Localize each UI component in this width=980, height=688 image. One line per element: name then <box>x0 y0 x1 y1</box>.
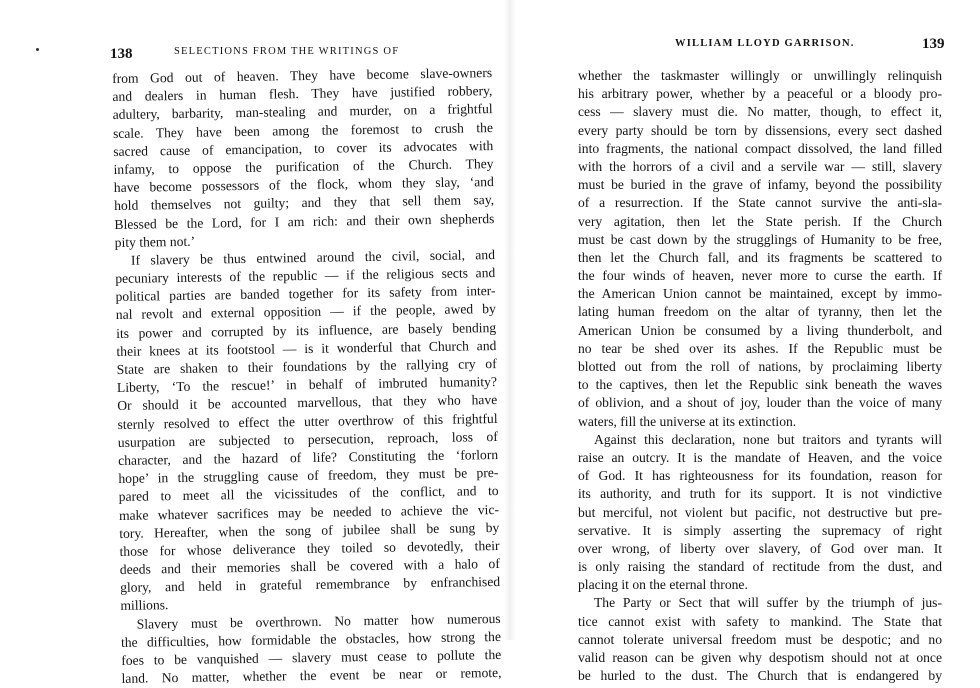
text-line: be hurled to the dust. The Church that is endangered by <box>578 668 942 684</box>
text-line: have become possessors of the flock, whom they slay, ‘and <box>113 174 494 196</box>
text-line: is only raising the standard of rectitude from the dust, and <box>578 559 942 575</box>
text-line: must be cast down by the strugglings of Humanity to be free, <box>578 231 942 247</box>
text-line: their knees at its footstool — is it wonderful that Church and <box>116 337 497 359</box>
text-line: State are shaken to their foundations by the rallying cry of <box>116 355 497 377</box>
text-line: nal revolt and external opposition — if the people, awed by <box>115 301 496 323</box>
text-line: The Party or Sect that will suffer by the triumph of jus- <box>594 595 942 611</box>
text-line: American Union be consumed by a living thunderbolt, and <box>578 322 942 338</box>
text-line: the difficulties, how formidable the obstacles, how strong the <box>120 628 502 650</box>
text-line: Blessed be the Lord, for I am rich: and their own shepherds <box>114 210 495 232</box>
text-line: whether the taskmaster willingly or unwillingly relinquish <box>578 68 942 83</box>
book-spine <box>504 0 516 640</box>
text-line: then let the Church fall, and its fragments be scattered to <box>578 249 942 265</box>
text-line: cess — slavery must die. No matter, though, to effect it, <box>578 104 942 120</box>
text-line: to the captives, then let the Republic sink beneath the waves <box>578 377 942 393</box>
text-line: hold themselves not guilty; and they that sell them say, <box>114 192 495 214</box>
text-line: hope’ in the struggling cause of freedom, they must be pre- <box>118 465 499 487</box>
text-line: tice cannot exist with safety to mankind. The State that <box>578 613 942 629</box>
text-line: valid reason can be given why despotism should not at once <box>578 650 942 665</box>
running-head: SELECTIONS FROM THE WRITINGS OF <box>174 46 400 57</box>
text-line: pared to meet all the vicissitudes of the conflict, and to <box>118 483 499 505</box>
page-body <box>112 64 502 688</box>
text-line: If slavery be thus entwined around the civil, social, and <box>130 246 496 268</box>
text-line: sternly resolved to effect the utter overthrow of this frightful <box>117 410 498 432</box>
text-line: its authority, and truth for its support. It is not vindictive <box>578 486 942 502</box>
text-line: Slavery must be overthrown. No matter how numerous <box>136 610 501 632</box>
text-line: Liberty, ‘To the rescue!’ in behalf of imbruted humanity? <box>116 374 498 396</box>
text-line: scale. They have been among the foremost to crush the <box>112 119 494 141</box>
page-number: 138 <box>110 46 133 62</box>
page-body <box>578 67 942 685</box>
text-line: with the horrors of a civil and a servile war — still, slavery <box>578 158 942 174</box>
text-line: land. No matter, whether the event be near or remote, <box>121 665 502 687</box>
text-line: waters, fill the universe at its extinction. <box>578 413 797 429</box>
text-line: no tear be shed over its ashes. If the Republic must be <box>578 340 942 356</box>
text-line: usurpation are subjected to persecution, reproach, loss of <box>117 428 498 450</box>
text-line: the American Union cannot be maintained, except by immo- <box>578 286 942 302</box>
text-line: sacred cause of emancipation, to cover its advocates with <box>113 137 494 159</box>
running-head: WILLIAM LLOYD GARRISON. <box>675 38 855 49</box>
text-line: placing it on the eternal throne. <box>578 577 748 593</box>
text-line: the four winds of heaven, never more to curse the earth. If <box>578 268 942 284</box>
text-line: its power and corrupted by its influence, are basely bending <box>116 319 497 341</box>
text-line: of a resurrection. If the State cannot survive the anti-sla- <box>578 195 942 211</box>
text-line: deeds and their memories shall be covered with a halo of <box>119 556 500 577</box>
text-line: glory, and held in grateful remembrance by enfranchised <box>120 574 501 596</box>
text-line: make whatever sacrifices may be needed to achieve the vic- <box>118 501 500 523</box>
text-line: very agitation, then let the State perish. If the Church <box>578 213 942 229</box>
text-line: every party should be torn by dissensions, every sect dashed <box>578 122 942 138</box>
text-line: blotted out from the roll of nations, by proclaiming liberty <box>578 359 942 374</box>
text-line: cannot tolerate universal freedom must be despotic; and no <box>578 631 942 647</box>
text-line: tory. Hereafter, when the song of jubilee shall be sung by <box>119 519 500 541</box>
text-line: servative. It is simply asserting the supremacy of right <box>578 522 942 538</box>
text-line: adultery, barbarity, man-stealing and murder, on a frightful <box>112 101 493 123</box>
text-line: millions. <box>120 597 169 614</box>
text-line: Against this declaration, none but traitors and tyrants will <box>594 431 942 447</box>
text-line: his arbitrary power, whether by a peaceful or a bloody pro- <box>578 86 942 102</box>
text-line: pecuniary interests of the republic — if the religious sects and <box>115 265 496 287</box>
text-line: of God. It has righteousness for its foundation, reason for <box>578 468 942 484</box>
text-line: raise an outcry. It is the mandate of Heaven, and the voice <box>578 449 942 465</box>
text-line: lating human freedom on the altar of tyranny, then let the <box>578 304 942 320</box>
text-line: must be buried in the grave of infamy, beyond the possibility <box>578 177 942 193</box>
text-line: of oblivion, and a shout of joy, louder than the voice of many <box>578 395 942 411</box>
text-line: but merciful, not violent but pacific, not destructive but pre- <box>578 504 942 520</box>
text-line: Or should it be accounted marvellous, that they who have <box>117 392 498 414</box>
page-number: 139 <box>922 36 945 52</box>
text-line: and dealers in human flesh. They have justified robbery, <box>112 83 493 105</box>
text-line: foes to be vanquished — slavery must cease to pollute the <box>121 646 502 668</box>
text-line: infamy, to oppose the purification of the Church. They <box>113 155 494 177</box>
text-line: political parties are banded together for its safety from inter- <box>115 283 496 305</box>
text-line: from God out of heaven. They have become slave-owners <box>112 65 493 86</box>
text-line: those for whose deliverance they toiled so devotedly, their <box>119 537 500 559</box>
print-speck <box>36 48 39 51</box>
text-line: into fragments, the national compact dissolved, the land filled <box>578 140 942 156</box>
text-line: over wrong, of liberty over slavery, of God over man. It <box>578 540 942 556</box>
text-line: character, and the hazard of life? Constituting the ‘forlorn <box>118 446 499 468</box>
text-line: pity them not.’ <box>114 233 196 250</box>
right-page <box>520 0 980 684</box>
